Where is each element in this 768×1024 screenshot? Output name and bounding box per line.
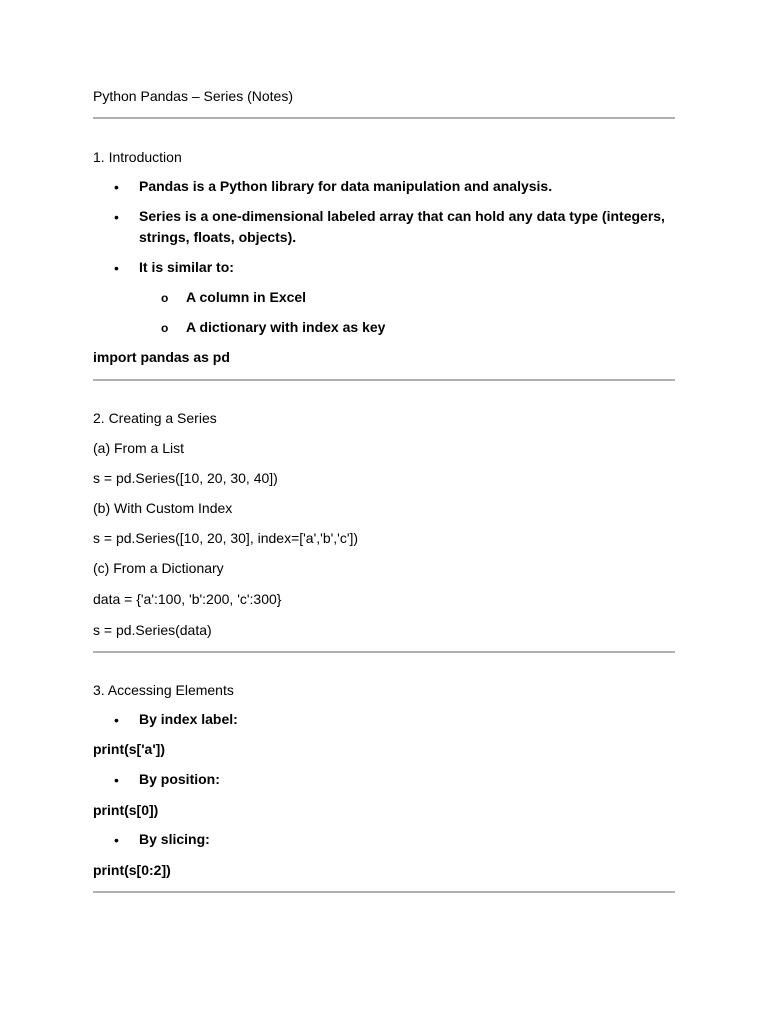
bullet-icon: • <box>114 832 119 848</box>
list-item: Pandas is a Python library for data manipulation and analysis. <box>139 178 553 194</box>
bullet-icon: • <box>114 772 119 788</box>
bullet-icon: • <box>114 209 119 225</box>
horizontal-rule <box>93 651 675 653</box>
code-line: print(s[0:2]) <box>93 862 171 878</box>
code-line: s = pd.Series([10, 20, 30], index=['a','b','c']) <box>93 530 359 546</box>
code-line: s = pd.Series([10, 20, 30, 40]) <box>93 470 278 486</box>
sub-list-item: A dictionary with index as key <box>186 319 386 335</box>
bullet-icon: • <box>114 179 119 195</box>
sub-bullet-icon: o <box>161 321 169 335</box>
subheading-from-list: (a) From a List <box>93 440 185 456</box>
horizontal-rule <box>93 117 675 119</box>
code-line: print(s[0]) <box>93 802 159 818</box>
code-line: s = pd.Series(data) <box>93 622 212 638</box>
horizontal-rule <box>93 379 675 381</box>
section-heading-accessing-elements: 3. Accessing Elements <box>93 682 234 698</box>
list-item: Series is a one-dimensional labeled array that can hold any data type (integers, strings, floats, objects). <box>139 208 665 245</box>
sub-bullet-icon: o <box>161 291 169 305</box>
code-line: print(s['a']) <box>93 741 165 757</box>
horizontal-rule <box>93 891 675 893</box>
list-item: By position: <box>139 771 220 787</box>
sub-list-item: A column in Excel <box>186 289 307 305</box>
code-line: import pandas as pd <box>93 349 230 365</box>
subheading-from-dictionary: (c) From a Dictionary <box>93 560 224 576</box>
bullet-icon: • <box>114 260 119 276</box>
section-heading-introduction: 1. Introduction <box>93 149 182 165</box>
section-heading-creating-series: 2. Creating a Series <box>93 410 217 426</box>
code-line: data = {'a':100, 'b':200, 'c':300} <box>93 591 282 607</box>
document-title: Python Pandas – Series (Notes) <box>93 88 293 104</box>
list-item: It is similar to: <box>139 259 234 275</box>
list-item: By index label: <box>139 711 238 727</box>
list-item: By slicing: <box>139 831 210 847</box>
bullet-icon: • <box>114 712 119 728</box>
subheading-custom-index: (b) With Custom Index <box>93 500 233 516</box>
